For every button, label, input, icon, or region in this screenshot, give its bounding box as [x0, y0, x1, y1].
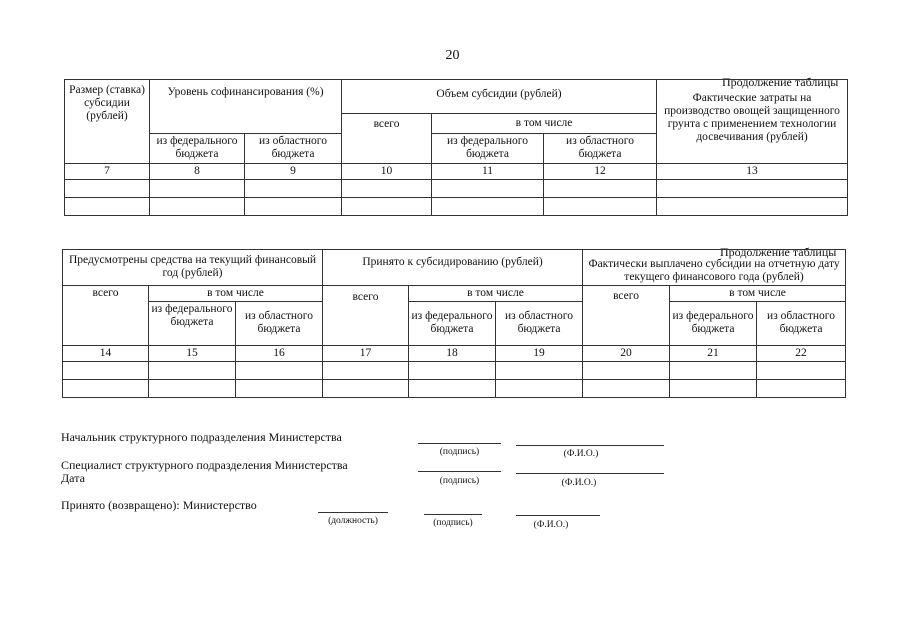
column-number: 20	[583, 345, 670, 361]
page-number: 20	[445, 48, 460, 63]
specialist-signature-caption: (подпись)	[439, 476, 480, 486]
table-cell	[757, 379, 846, 397]
table-cell	[63, 361, 149, 379]
accepted-signature-caption: (подпись)	[433, 518, 473, 528]
table-cell	[149, 379, 236, 397]
table-cell	[757, 361, 846, 379]
column-number: 7	[65, 164, 150, 180]
table-cell	[409, 379, 496, 397]
column-number: 11	[432, 164, 544, 180]
specialist-label: Специалист структурного подразделения Министерства	[61, 458, 348, 472]
subsidy-table-1	[64, 79, 848, 216]
header-cofin-regional: из областного бюджета	[245, 134, 342, 164]
header-subsidy-volume: Объем субсидии (рублей)	[342, 80, 657, 114]
accepted-signature-line	[424, 514, 482, 515]
head-fio-line	[516, 445, 664, 446]
header-accepted-federal: из федерального бюджета	[409, 301, 496, 345]
header-planned-total: всего	[63, 285, 149, 345]
table-cell	[65, 180, 150, 198]
accepted-returned-label: Принято (возвращено): Министерство	[61, 498, 257, 512]
table-cell	[432, 180, 544, 198]
header-paid-regional: из областного бюджета	[757, 301, 846, 345]
table-cell	[409, 361, 496, 379]
table-cell	[342, 198, 432, 216]
position-line	[318, 512, 388, 513]
header-volume-total: всего	[342, 114, 432, 164]
header-volume-federal: из федерального бюджета	[432, 134, 544, 164]
table-cell	[236, 361, 323, 379]
table-cell	[342, 180, 432, 198]
table-cell	[583, 379, 670, 397]
column-number: 8	[150, 164, 245, 180]
table-cell	[496, 379, 583, 397]
table-cell	[63, 379, 149, 397]
header-accepted-regional: из областного бюджета	[496, 301, 583, 345]
table-cell	[544, 198, 657, 216]
table-cell	[670, 361, 757, 379]
specialist-fio-line	[516, 473, 664, 474]
header-actually-paid: Фактически выплачено субсидии на отчетную дату текущего финансового года (рублей)	[583, 250, 846, 286]
column-number: 14	[63, 345, 149, 361]
table-cell	[657, 180, 848, 198]
table-row	[63, 379, 846, 397]
table-cell	[432, 198, 544, 216]
column-number: 12	[544, 164, 657, 180]
column-number: 16	[236, 345, 323, 361]
head-signature-line	[418, 443, 501, 444]
header-accepted-including: в том числе	[409, 285, 583, 301]
table-cell	[657, 198, 848, 216]
table-cell	[323, 379, 409, 397]
specialist-fio-caption: (Ф.И.О.)	[561, 478, 597, 488]
header-volume-including: в том числе	[432, 114, 657, 134]
head-fio-caption: (Ф.И.О.)	[563, 449, 599, 459]
specialist-signature-line	[418, 471, 501, 472]
table-cell	[583, 361, 670, 379]
table-cell	[149, 361, 236, 379]
head-of-department-label: Начальник структурного подразделения Министерства	[61, 430, 342, 444]
header-planned-regional: из областного бюджета	[236, 301, 323, 345]
table-row	[65, 180, 848, 198]
table-row	[63, 361, 846, 379]
continuation-label-2: Продолжение таблицы	[720, 245, 837, 259]
head-signature-caption: (подпись)	[439, 447, 480, 457]
column-number: 21	[670, 345, 757, 361]
date-label: Дата	[61, 471, 85, 485]
header-paid-including: в том числе	[670, 285, 846, 301]
table-cell	[150, 198, 245, 216]
column-number: 17	[323, 345, 409, 361]
subsidy-table-2	[62, 249, 846, 398]
column-number: 18	[409, 345, 496, 361]
header-cofin-federal: из федерального бюджета	[150, 134, 245, 164]
column-number: 22	[757, 345, 846, 361]
table-cell	[245, 198, 342, 216]
column-number: 15	[149, 345, 236, 361]
header-subsidy-size: Размер (ставка) субсидии (рублей)	[65, 80, 150, 164]
header-paid-federal: из федерального бюджета	[670, 301, 757, 345]
column-number: 13	[657, 164, 848, 180]
table-cell	[65, 198, 150, 216]
table-row	[65, 198, 848, 216]
column-number: 9	[245, 164, 342, 180]
header-planned-funds: Предусмотрены средства на текущий финансовый год (рублей)	[63, 250, 323, 286]
header-planned-including: в том числе	[149, 285, 323, 301]
header-actual-costs: Фактические затраты на производство овощей защищенного грунта с применением технологии досвечивания (рублей)	[657, 80, 848, 164]
position-caption: (должность)	[328, 516, 378, 526]
column-number: 10	[342, 164, 432, 180]
column-number: 19	[496, 345, 583, 361]
continuation-label-1: Продолжение таблицы	[722, 75, 839, 89]
table-cell	[150, 180, 245, 198]
table-cell	[236, 379, 323, 397]
table-cell	[323, 361, 409, 379]
table-cell	[670, 379, 757, 397]
header-paid-total: всего	[583, 285, 670, 345]
header-volume-regional: из областного бюджета	[544, 134, 657, 164]
table-cell	[245, 180, 342, 198]
accepted-fio-line	[516, 515, 600, 516]
table-cell	[496, 361, 583, 379]
header-accepted-for-subsidy: Принято к субсидированию (рублей)	[323, 250, 583, 286]
header-planned-federal: из федерального бюджета	[149, 301, 236, 345]
accepted-fio-caption: (Ф.И.О.)	[533, 520, 569, 530]
header-accepted-total: всего	[323, 285, 409, 345]
table-cell	[544, 180, 657, 198]
header-cofinancing-level: Уровень софинансирования (%)	[150, 80, 342, 134]
